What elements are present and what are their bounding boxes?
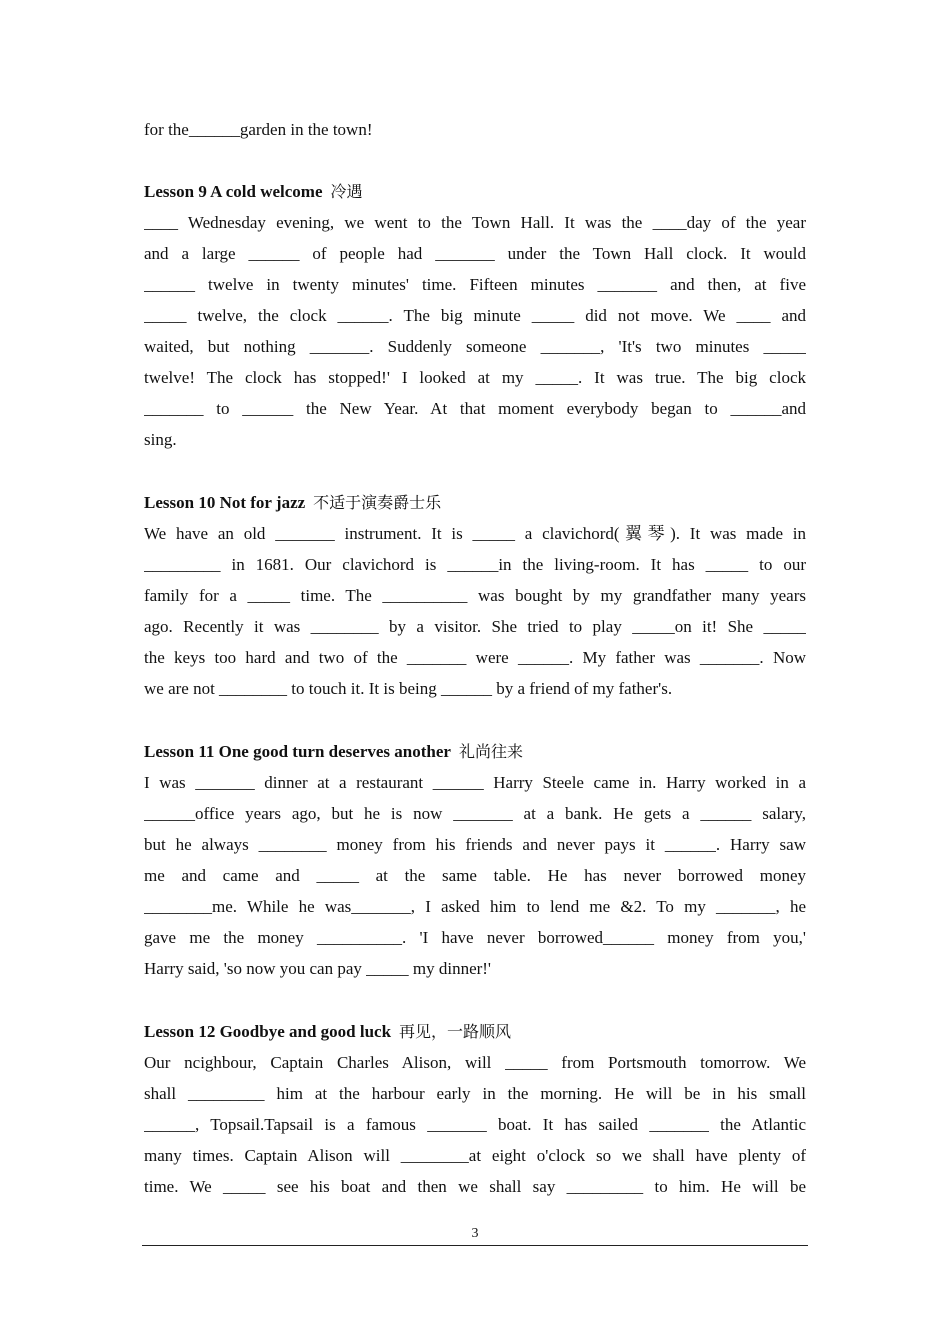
text-line: Harry said, 'so now you can pay _____ my dinner!' (144, 959, 491, 978)
text-line: shall _________ him at the harbour early in the morning. He will be in his small (144, 1084, 806, 1103)
text-line: ago. Recently it was ________ by a visitor. She tried to play _____on it! She _____ (144, 617, 806, 636)
lesson-9-section (144, 176, 806, 455)
text-line: for the______garden in the town! (144, 120, 373, 139)
text-line: sing. (144, 430, 177, 449)
text-line: the keys too hard and two of the _______ were ______. My father was _______. Now (144, 648, 806, 667)
text-line: many times. Captain Alison will ________at eight o'clock so we shall have plenty of (144, 1146, 806, 1165)
lesson-title: Lesson 12 Goodbye and good luck (144, 1022, 392, 1041)
lesson-heading (144, 736, 806, 767)
text-line: _______ to ______ the New Year. At that moment everybody began to ______and (144, 399, 806, 418)
text-line: waited, but nothing _______. Suddenly someone _______, 'It's two minutes _____ (144, 337, 806, 356)
lesson-chinese-title: 再见，一路顺风 (399, 1022, 512, 1041)
lesson-title: Lesson 10 Not for jazz (144, 493, 306, 512)
text-line: Our ncighbour, Captain Charles Alison, will _____ from Portsmouth tomorrow. We (144, 1053, 806, 1072)
text-line: and a large ______ of people had _______ under the Town Hall clock. It would (144, 244, 806, 263)
text-line: we are not ________ to touch it. It is being ______ by a friend of my father's. (144, 679, 673, 698)
lesson-11-section (144, 736, 806, 984)
lesson-chinese-title: 礼尚往来 (458, 742, 523, 761)
text-line: _________ in 1681. Our clavichord is ______in the living-room. It has _____ to our (144, 555, 806, 574)
text-line: time. We _____ see his boat and then we shall say _________ to him. He will be (144, 1177, 806, 1196)
text-line: _____ twelve, the clock ______. The big minute _____ did not move. We ____ and (144, 306, 806, 325)
lesson-10-section (144, 487, 806, 704)
text-line: ______, Topsail.Tapsail is a famous _______ boat. It has sailed _______ the Atlantic (144, 1115, 806, 1134)
lesson-title: Lesson 11 One good turn deserves another (144, 742, 451, 761)
text-line: I was _______ dinner at a restaurant ______ Harry Steele came in. Harry worked in a (144, 773, 806, 792)
intro-text (144, 114, 806, 145)
text-line: ____ Wednesday evening, we went to the Town Hall. It was the ____day of the year (144, 213, 806, 232)
lesson-chinese-title: 不适于演奏爵士乐 (313, 493, 442, 512)
page-number: 3 (471, 1226, 479, 1241)
text-line: twelve! The clock has stopped!' I looked at my _____. It was true. The big clock (144, 368, 806, 387)
footer-rule (142, 1245, 808, 1246)
text-line: me and came and _____ at the same table. He has never borrowed money (144, 866, 806, 885)
lesson-heading (144, 176, 806, 207)
lesson-heading (144, 1016, 806, 1047)
text-line: ________me. While he was_______, I asked him to lend me &2. To my _______, he (144, 897, 806, 916)
lesson-12-section (144, 1016, 806, 1202)
text-line: family for a _____ time. The __________ was bought by my grandfather many years (144, 586, 806, 605)
lesson-chinese-title: 冷遇 (330, 182, 363, 201)
text-line: ______ twelve in twenty minutes' time. Fifteen minutes _______ and then, at five (144, 275, 806, 294)
lesson-heading (144, 487, 806, 518)
text-line: gave me the money __________. 'I have never borrowed______ money from you,' (144, 928, 806, 947)
text-line: ______office years ago, but he is now _______ at a bank. He gets a ______ salary, (144, 804, 806, 823)
lesson-title: Lesson 9 A cold welcome (144, 182, 323, 201)
text-line: We have an old _______ instrument. It is _____ a clavichord(翼琴). It was made in (144, 524, 806, 543)
text-line: but he always ________ money from his friends and never pays it ______. Harry saw (144, 835, 806, 854)
